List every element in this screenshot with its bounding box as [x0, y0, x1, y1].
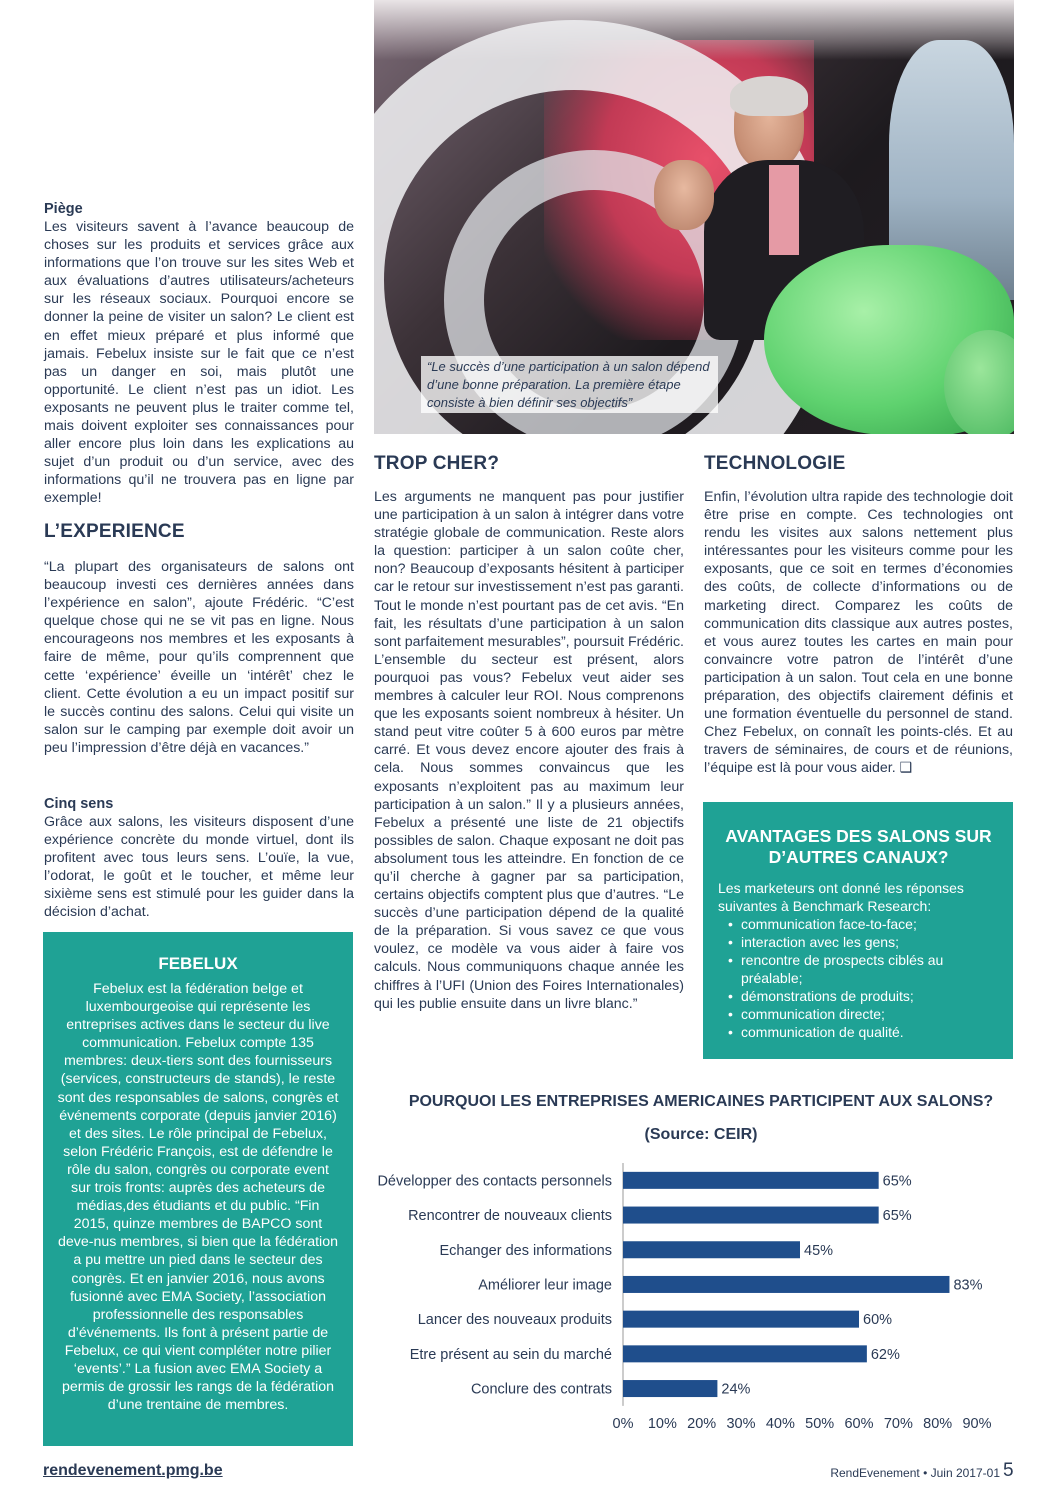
trop-cher-text: Les arguments ne manquent pas pour justifier une participation à un salon à intégrer dans votre stratégie globale de communication. Reste alors la question: participer à un salon coûte cher, non? Beaucoup d’exposants hésitent à participer car le retour sur investissement n’est pas garanti. Tout le monde n’est pourtant pas de cet avis. “En fait, les résultats d’une participation à un salon sont parfaitement mesurables”, poursuit Frédéric. L’ensemble du secteur est présent, alors pourquoi pas vous? Febelux veut aider ses membres à calculer leur ROI. Nous comprenons que les exposants soient nombreux à hésiter. Un stand peut vitre coûter 5 à 600 euros par mètre carré. Et vous devez encore ajouter des frais à cela. Nous sommes convaincus que les exposants n’exploitent pas au maximum leur participation à un salon.” Il y a plusieurs années, Febelux a présenté une liste de 21 objectifs possibles de salon. Chaque exposant ne doit pas absolument tous les atteindre. En fonction de ce qu’il cherche à gagner par sa participation, certains objectifs comptent plus que d’autres. “Le succès d’une participation dépend de la qualité de la préparation. Si vous savez ce que vous voulez, ce modèle va vous aider à faire vos calculs. Nous communiquons chaque année les chiffres à l’UFI (Union des Foires Internationales) qui les publie ensuite dans un livre blanc.”	[374, 489, 684, 1012]
chart-data-label: 65%	[882, 1208, 912, 1225]
page-number: 5	[1003, 1460, 1014, 1481]
chart-bar	[623, 1207, 879, 1224]
technologie-text: Enfin, l’évolution ultra rapide des technologie doit être prise en compte. Ces technologies ont rendu les visites aux salons nettement plus intéressantes pour les visiteurs comme pour les exposants, que ce soit en termes d’économies des coûts, de collecte d’informations ou de marketing direct. Comparez les coûts de communication dits classique aux autres postes, et vous aurez toutes les cartes en main pour convaincre votre patron de l’intérêt d’une participation à un salon. Tout cela en une bonne préparation, des objectifs clairement définis et une formation éventuelle du personnel de stand. Chez Febelux, on connaît les points-clés. Et au travers de séminaires, de cours et de réunions, l’équipe est là pour vous aider.	[704, 489, 1013, 777]
chart-x-tick-label: 40%	[765, 1415, 795, 1432]
chart-data-label: 62%	[870, 1346, 900, 1363]
chart-category-label: Conclure des contrats	[470, 1381, 612, 1398]
chart-data-label: 24%	[721, 1381, 751, 1398]
photo-man-hair	[730, 76, 808, 116]
chart-bar	[623, 1241, 800, 1258]
piege-text: Les visiteurs savent à l’avance beaucoup de choses sur les produits et services grâce aux informations que l’on trouve sur les sites Web et aux évaluations d’autres utilisateurs/acheteurs sur les réseaux sociaux. Pourquoi encore se donner la peine de visiter un salon? Le client est en effet mieux préparé et plus informé que jamais. Febelux insiste sur le fait que ce n’est pas un danger en soi, mais plutôt une opportunité. Le client n’est pas un idiot. Les exposants ne peuvent plus le traiter comme tel, mais doivent exploiter ses connaissances pour aller encore plus loin dans les explications au sujet d’un produit ou d’un service, avec des informations qu’il ne trouvera pas en ligne par exemple!	[44, 219, 354, 507]
chart-data-label: 65%	[882, 1173, 912, 1190]
avantages-box	[703, 802, 1013, 1059]
experience-heading: L’EXPERIENCE	[44, 521, 185, 542]
avantages-list-item: • communication face-to-face;	[728, 915, 999, 933]
photo-caption: “Le succès d’une participation à un salon dépend d’une bonne préparation. La première étape consiste à bien définir ses objectifs”	[421, 356, 718, 413]
chart-category-label: Etre présent au sein du marché	[409, 1346, 612, 1363]
cinq-sens-heading: Cinq sens	[44, 796, 114, 812]
chart-x-tick-label: 60%	[844, 1415, 874, 1432]
avantages-list	[718, 915, 999, 1041]
end-mark-icon: ❑	[899, 760, 913, 777]
photo-woman-head	[654, 160, 714, 230]
chart-bar	[623, 1311, 859, 1328]
piege-heading: Piège	[44, 201, 83, 217]
chart-x-tick-label: 30%	[726, 1415, 756, 1432]
photo-man-shirt	[769, 165, 799, 255]
chart-bar	[623, 1345, 867, 1362]
chart-bar	[623, 1276, 949, 1293]
avantages-list-item: • démonstrations de produits;	[728, 987, 999, 1005]
chart-bar	[623, 1172, 879, 1189]
avantages-list-item: • interaction avec les gens;	[728, 933, 999, 951]
chart-category-label: Rencontrer de nouveaux clients	[408, 1208, 612, 1225]
chart-bar	[623, 1380, 717, 1397]
chart-x-tick-label: 0%	[612, 1415, 634, 1432]
chart-x-tick-label: 20%	[687, 1415, 717, 1432]
chart-x-tick-label: 10%	[647, 1415, 677, 1432]
bar-chart	[360, 1158, 1020, 1443]
chart-category-label: Améliorer leur image	[478, 1277, 612, 1294]
febelux-box	[43, 932, 353, 1446]
chart-subtitle: (Source: CEIR)	[644, 1126, 758, 1143]
avantages-list-item: • rencontre de prospects ciblés au préalable;	[728, 951, 999, 987]
avantages-box-title: AVANTAGES DES SALONS SUR D’AUTRES CANAUX?	[725, 826, 992, 867]
avantages-list-item: • communication de qualité.	[728, 1023, 999, 1041]
chart-data-label: 83%	[953, 1277, 983, 1294]
chart-x-tick-label: 50%	[805, 1415, 835, 1432]
avantages-list-item: • communication directe;	[728, 1005, 999, 1023]
avantages-box-intro: Les marketeurs ont donné les réponses suivantes à Benchmark Research:	[718, 880, 964, 914]
cinq-sens-text: Grâce aux salons, les visiteurs disposent d’une expérience concrète du monde virtuel, dont ils profitent avec tous leurs sens. L’ouïe, la vue, l’odorat, le goût et le toucher, et même leur sixième sens est stimulé pour les guider dans la décision d’achat.	[44, 814, 354, 921]
chart-x-tick-label: 70%	[883, 1415, 913, 1432]
technologie-text-block	[704, 488, 1013, 778]
chart-category-label: Développer des contacts personnels	[377, 1173, 612, 1190]
technologie-heading: TECHNOLOGIE	[704, 453, 846, 474]
trop-cher-heading: TROP CHER?	[374, 453, 500, 474]
chart-x-tick-label: 80%	[923, 1415, 953, 1432]
experience-text: “La plupart des organisateurs de salons ont beaucoup investi ces dernières années dans l’expérience en salon”, ajoute Frédéric. “C’est quelque chose qui ne se vit pas en ligne. Nous encourageons nos membres et les exposants à faire de même, pour qu’ils comprennent que cette ‘expérience’ éveille un ‘intérêt’ chez le client. Cette évolution a eu un impact positif sur le succès continu des salons. Celui qui visite un salon sur le camping par exemple doit avoir un peu l’impression d’être déjà en vacances.”	[44, 559, 354, 756]
website-link[interactable]: rendevenement.pmg.be	[43, 1462, 223, 1479]
chart-x-tick-label: 90%	[962, 1415, 992, 1432]
chart-data-label: 45%	[804, 1242, 834, 1259]
febelux-box-text: Febelux est la fédération belge et luxembourgeoise qui représente les entreprises actives dans le secteur du live communication. Febelux compte 135 membres: deux-tiers sont des fournisseurs (services, constructeurs de stands), le reste sont des responsables de salons, congrès et événements corporate (depuis janvier 2016) et des sites. Le rôle principal de Febelux, selon Frédéric François, est de défendre le rôle du salon, congrès ou corporate event sur trois fronts: auprès des acheteurs de médias,des étudiants et du public. “Fin 2015, quinze membres de BAPCO sont deve-nus membres, si bien que la fédération a pu mettre un pied dans le secteur des congrès. Et en janvier 2016, nous avons fusionné avec EMA Society, l’association professionnelle des responsables d’événements. Ils font à présent partie de Febelux, ce qui vient compléter notre pilier ‘events’.” La fusion avec EMA Society a permis de grossir les rangs de la fédération d’une trentaine de membres.	[57, 981, 339, 1414]
chart-category-label: Lancer des nouveaux produits	[417, 1312, 612, 1329]
chart-category-label: Echanger des informations	[439, 1242, 612, 1259]
chart-data-label: 60%	[863, 1312, 893, 1329]
febelux-box-title: FEBELUX	[158, 954, 238, 973]
chart-title: POURQUOI LES ENTREPRISES AMERICAINES PARTICIPENT AUX SALONS?	[408, 1093, 994, 1110]
issue-info: RendEvenement • Juin 2017-01	[830, 1466, 1000, 1480]
